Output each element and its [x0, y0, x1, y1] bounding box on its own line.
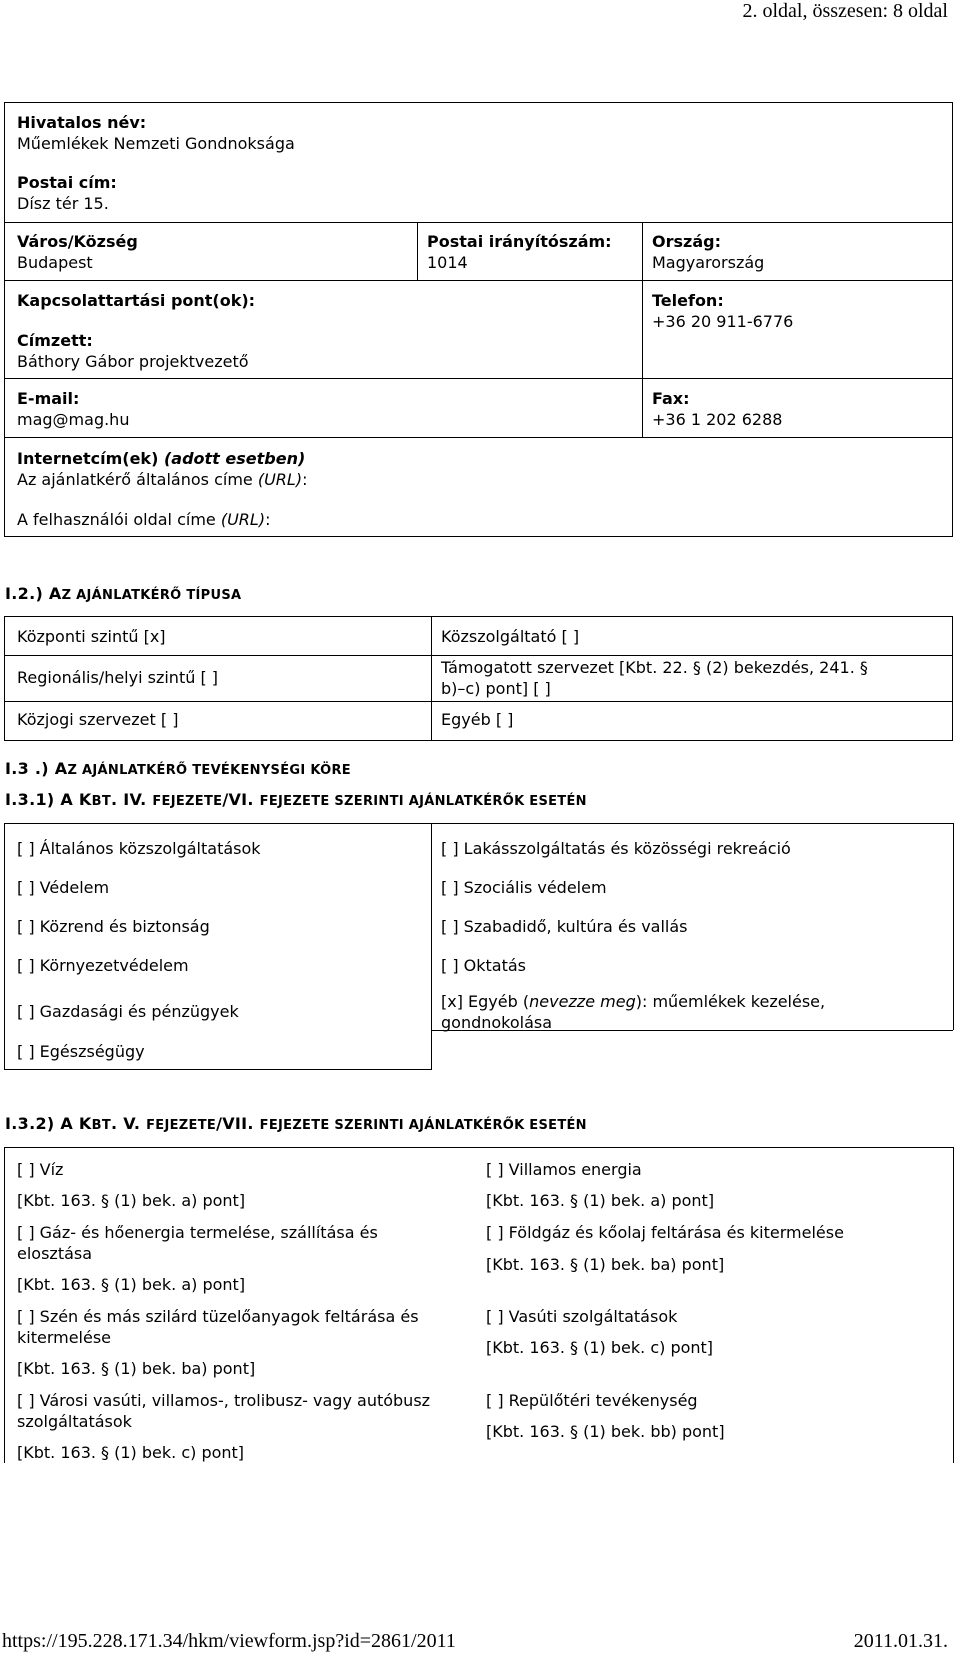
phone: +36 20 911-6776: [652, 312, 794, 331]
buyer-type-central: Központi szintű [x]: [17, 627, 166, 646]
footer-date: 2011.01.31.: [853, 1630, 948, 1652]
contact-points-label: Kapcsolattartási pont(ok):: [17, 291, 256, 310]
city: Budapest: [17, 253, 93, 272]
fax-label: Fax:: [652, 389, 690, 408]
buyer-type-utility: Közszolgáltató [ ]: [441, 627, 580, 646]
buyer-type-public-law: Közjogi szervezet [ ]: [17, 710, 179, 729]
email-label: E-mail:: [17, 389, 80, 408]
activity-recreation: [ ] Szabadidő, kultúra és vallás: [441, 917, 688, 936]
page-counter: 2. oldal, összesen: 8 oldal: [742, 0, 948, 22]
sector-electricity-ref: [Kbt. 163. § (1) bek. a) pont]: [486, 1191, 715, 1210]
footer-url: https://195.228.171.34/hkm/viewform.jsp?id=2861/2011: [2, 1630, 456, 1652]
addressee-label: Címzett:: [17, 331, 93, 350]
country-label: Ország:: [652, 232, 721, 251]
buyer-type-regional: Regionális/helyi szintű [ ]: [17, 668, 219, 687]
sector-water-ref: [Kbt. 163. § (1) bek. a) pont]: [17, 1191, 246, 1210]
sector-oil-gas-ref: [Kbt. 163. § (1) bek. ba) pont]: [486, 1255, 725, 1274]
general-address-label: Az ajánlatkérő általános címe (URL):: [17, 470, 308, 489]
activity-other: [x] Egyéb (nevezze meg): műemlékek kezelése, gondnokolása: [441, 992, 826, 1032]
official-name-label: Hivatalos név:: [17, 113, 147, 132]
postcode-label: Postai irányítószám:: [427, 232, 612, 251]
official-name: Műemlékek Nemzeti Gondnoksága: [17, 134, 295, 153]
buyer-profile-label: A felhasználói oldal címe (URL):: [17, 510, 271, 529]
internet-label: Internetcím(ek) (adott esetben): [17, 449, 306, 468]
activity-general-services: [ ] Általános közszolgáltatások: [17, 839, 261, 858]
activity-defence: [ ] Védelem: [17, 878, 110, 897]
activity-economic-affairs: [ ] Gazdasági és pénzügyek: [17, 1002, 239, 1021]
sector-airport-ref: [Kbt. 163. § (1) bek. bb) pont]: [486, 1422, 725, 1441]
buyer-type-other: Egyéb [ ]: [441, 710, 514, 729]
postal-address: Dísz tér 15.: [17, 194, 109, 213]
sector-water: [ ] Víz: [17, 1160, 64, 1179]
section-i3-title: I.3 .) AZ AJÁNLATKÉRŐ TEVÉKENYSÉGI KÖRE: [5, 759, 351, 778]
sector-urban-transport: [ ] Városi vasúti, villamos-, trolibusz- vagy autóbusz szolgáltatások: [17, 1391, 431, 1431]
activity-health: [ ] Egészségügy: [17, 1042, 145, 1061]
sector-railway-ref: [Kbt. 163. § (1) bek. c) pont]: [486, 1338, 714, 1357]
city-label: Város/Község: [17, 232, 138, 251]
country: Magyarország: [652, 253, 765, 272]
section-i32-title: I.3.2) A KBT. V. FEJEZETE/VII. FEJEZETE SZERINTI AJÁNLATKÉRŐK ESETÉN: [5, 1114, 587, 1133]
sector-urban-transport-ref: [Kbt. 163. § (1) bek. c) pont]: [17, 1443, 245, 1462]
sector-coal-ref: [Kbt. 163. § (1) bek. ba) pont]: [17, 1359, 256, 1378]
sector-gas-heat: [ ] Gáz- és hőenergia termelése, szállítása és elosztása: [17, 1223, 378, 1263]
fax: +36 1 202 6288: [652, 410, 783, 429]
email: mag@mag.hu: [17, 410, 130, 429]
sector-coal: [ ] Szén és más szilárd tüzelőanyagok feltárása és kitermelése: [17, 1307, 419, 1347]
section-i31-title: I.3.1) A KBT. IV. FEJEZETE/VI. FEJEZETE SZERINTI AJÁNLATKÉRŐK ESETÉN: [5, 790, 587, 809]
activity-environment: [ ] Környezetvédelem: [17, 956, 189, 975]
sector-gas-heat-ref: [Kbt. 163. § (1) bek. a) pont]: [17, 1275, 246, 1294]
sector-electricity: [ ] Villamos energia: [486, 1160, 642, 1179]
phone-label: Telefon:: [652, 291, 724, 310]
activity-education: [ ] Oktatás: [441, 956, 527, 975]
postal-address-label: Postai cím:: [17, 173, 117, 192]
buyer-type-subsidized: Támogatott szervezet [Kbt. 22. § (2) bekezdés, 241. § b)–c) pont] [ ]: [441, 658, 868, 698]
sector-railway: [ ] Vasúti szolgáltatások: [486, 1307, 678, 1326]
section-i2-title: I.2.) AZ AJÁNLATKÉRŐ TÍPUSA: [5, 584, 242, 603]
addressee: Báthory Gábor projektvezető: [17, 352, 249, 371]
sector-airport: [ ] Repülőtéri tevékenység: [486, 1391, 698, 1410]
activity-social-protection: [ ] Szociális védelem: [441, 878, 607, 897]
sector-oil-gas: [ ] Földgáz és kőolaj feltárása és kitermelése: [486, 1223, 844, 1242]
activity-public-order: [ ] Közrend és biztonság: [17, 917, 210, 936]
postcode: 1014: [427, 253, 468, 272]
activity-housing: [ ] Lakásszolgáltatás és közösségi rekreáció: [441, 839, 791, 858]
